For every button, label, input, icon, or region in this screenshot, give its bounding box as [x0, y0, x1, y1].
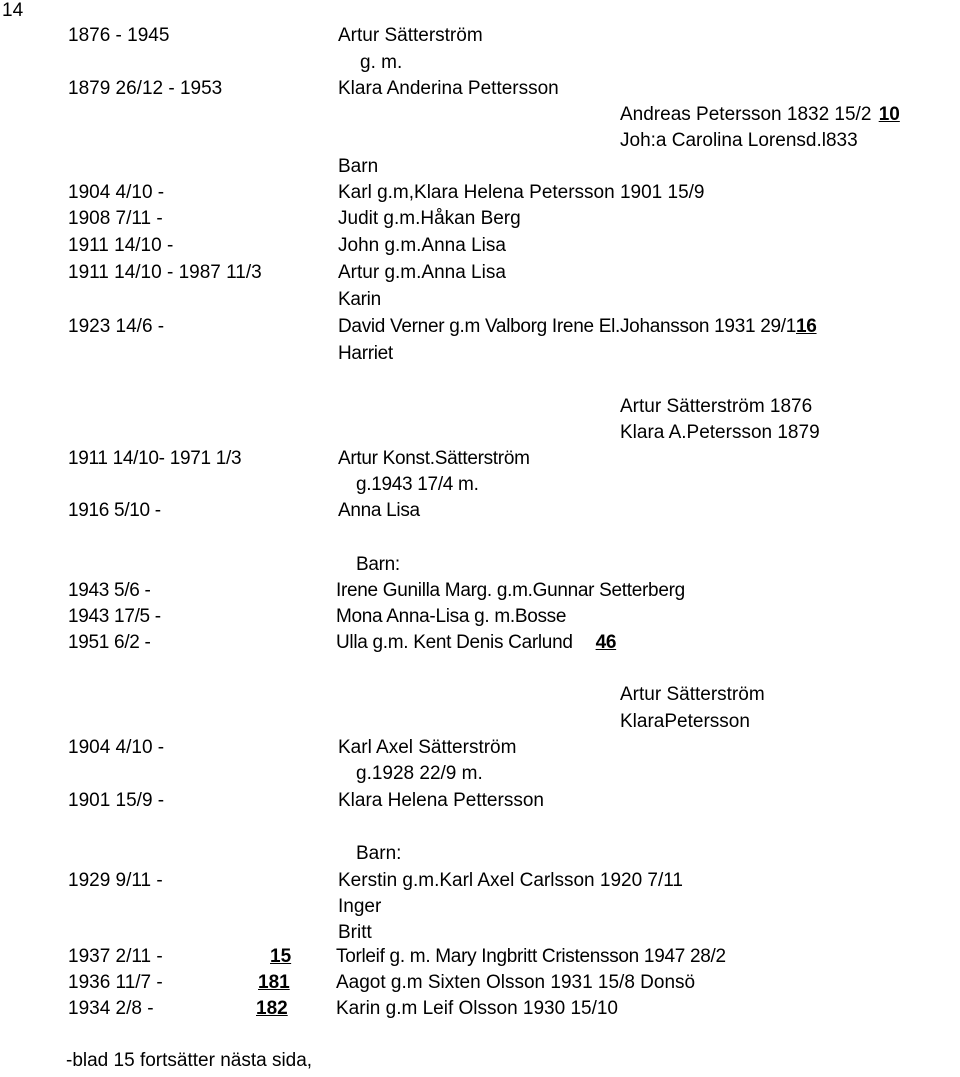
- artur-name: Artur Sätterström: [338, 25, 483, 46]
- child-entry: [338, 316, 817, 338]
- child-entry: Karl g.m,Klara Helena Petersson 1901 15/9: [338, 182, 705, 203]
- child-entry: Artur g.m.Anna Lisa: [338, 262, 506, 283]
- parents-line-2: Joh:a Carolina Lorensd.l833: [620, 130, 858, 151]
- child-date: 1936 11/7 -: [68, 972, 163, 993]
- wife-name: Klara Helena Pettersson: [338, 790, 544, 811]
- child-entry: Harriet: [338, 343, 393, 364]
- child-date: 1934 2/8 -: [68, 998, 154, 1019]
- husband-dates: 1904 4/10 -: [68, 737, 165, 758]
- child-date: 1943 5/6 -: [68, 580, 151, 601]
- child-date: 1951 6/2 -: [68, 632, 151, 653]
- married-label: g. m.: [360, 52, 403, 73]
- parents-line-2: KlaraPetersson: [620, 711, 750, 732]
- parents-line-1: Artur Sätterström 1876: [620, 396, 813, 417]
- child-date: 1929 9/11 -: [68, 870, 163, 891]
- parents-line-2: Klara A.Petersson 1879: [620, 422, 820, 443]
- wife-dates: 1916 5/10 -: [68, 500, 161, 521]
- artur-dates: 1876 - 1945: [68, 25, 170, 46]
- child-entry: Karin g.m Leif Olsson 1930 15/10: [336, 998, 619, 1019]
- children-heading: Barn:: [356, 554, 400, 575]
- child-date: 1911 14/10 - 1987 11/3: [68, 262, 262, 283]
- parents-line-1-text: Andreas Petersson 1832 15/2: [620, 104, 872, 125]
- child-entry: John g.m.Anna Lisa: [338, 235, 506, 256]
- child-entry: Judit g.m.Håkan Berg: [338, 208, 521, 229]
- footer-note: -blad 15 fortsätter nästa sida,: [66, 1050, 313, 1071]
- page-ref: 46: [595, 632, 617, 653]
- child-entry: Torleif g. m. Mary Ingbritt Cristensson 1947 28/2: [336, 946, 726, 967]
- child-entry: Karin: [338, 289, 381, 310]
- children-heading: Barn:: [356, 843, 402, 864]
- child-entry: Kerstin g.m.Karl Axel Carlsson 1920 7/11: [338, 870, 683, 891]
- klara-dates: 1879 26/12 - 1953: [68, 78, 223, 99]
- child-date: 1937 2/11 -: [68, 946, 163, 967]
- child-date: 1908 7/11 -: [68, 208, 163, 229]
- husband-dates: 1911 14/10- 1971 1/3: [68, 448, 242, 469]
- husband-name: Artur Konst.Sätterström: [338, 448, 530, 469]
- child-entry: Britt: [338, 922, 372, 943]
- parents-line-1: [620, 104, 900, 126]
- child-date: 1943 17/5 -: [68, 606, 161, 627]
- married-label: g.1928 22/9 m.: [356, 763, 483, 784]
- married-label: g.1943 17/4 m.: [356, 474, 479, 495]
- child-entry: [336, 632, 616, 654]
- child-date: 1904 4/10 -: [68, 182, 165, 203]
- page-ref: 15: [270, 946, 292, 967]
- page-ref: 10: [878, 104, 900, 125]
- child-entry: Aagot g.m Sixten Olsson 1931 15/8 Donsö: [336, 972, 696, 993]
- child-date: 1923 14/6 -: [68, 316, 165, 337]
- wife-name: Anna Lisa: [338, 500, 420, 521]
- page-ref: 16: [796, 316, 817, 337]
- child-entry: Mona Anna-Lisa g. m.Bosse: [336, 606, 567, 627]
- klara-name: Klara Anderina Pettersson: [338, 78, 559, 99]
- page-number: 14: [2, 0, 24, 21]
- child-entry: Irene Gunilla Marg. g.m.Gunnar Setterberg: [336, 580, 685, 601]
- child-entry-text: David Verner g.m Valborg Irene El.Johansson 1931 29/1: [338, 316, 796, 337]
- page-ref: 182: [256, 998, 288, 1019]
- page-ref: 181: [258, 972, 290, 993]
- child-entry: Inger: [338, 896, 382, 917]
- child-entry-text: Ulla g.m. Kent Denis Carlund: [336, 632, 573, 653]
- husband-name: Karl Axel Sätterström: [338, 737, 517, 758]
- wife-dates: 1901 15/9 -: [68, 790, 165, 811]
- parents-line-1: Artur Sätterström: [620, 684, 765, 705]
- child-date: 1911 14/10 -: [68, 235, 174, 256]
- children-heading: Barn: [338, 156, 379, 177]
